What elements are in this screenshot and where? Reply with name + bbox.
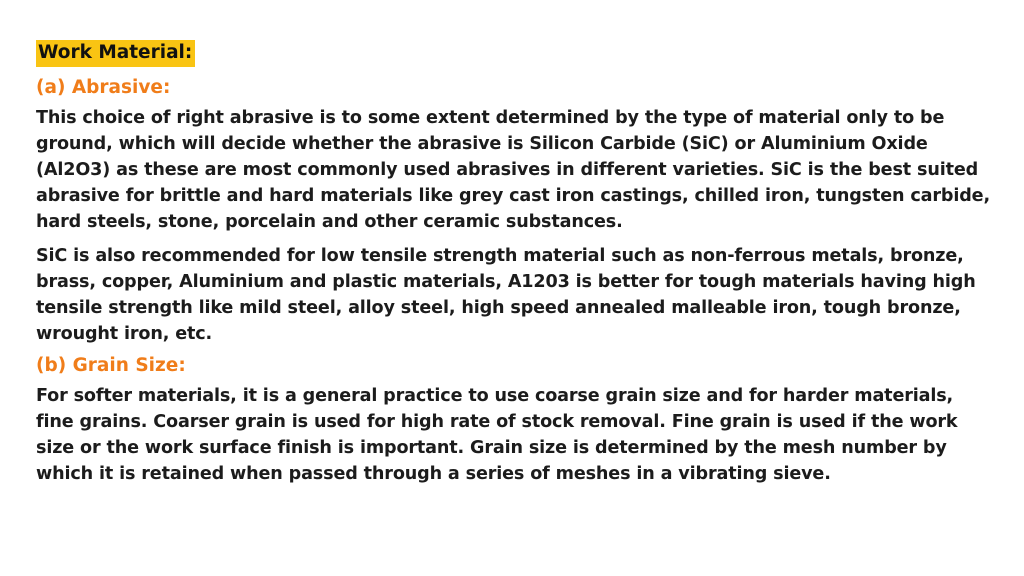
slide-content [36, 40, 996, 495]
title-highlight [36, 40, 195, 67]
paragraph-abrasive-1: This choice of right abrasive is to some extent determined by the type of material only to be ground, which will decide whether the abrasive is Silicon Carbide (SiC) or Aluminium Oxide (Al2O3) as these are most commonly used abrasives in different varieties. SiC is the best suited abrasive for brittle and hard materials like grey cast iron castings, chilled iron, tungsten carbide, hard steels, stone, porcelain and other ceramic substances. [36, 108, 990, 232]
paragraph-abrasive-2: SiC is also recommended for low tensile strength material such as non-ferrous metals, bronze, brass, copper, Aluminium and plastic materials, A1203 is better for tough materials having high tensile strength like mild steel, alloy steel, high speed annealed malleable iron, tough bronze, wrought iron, etc. [36, 246, 976, 344]
page-title: Work Material: [38, 42, 193, 63]
section-heading-grain-size: (b) Grain Size: [36, 355, 186, 376]
paragraph-grain-size: For softer materials, it is a general practice to use coarse grain size and for harder materials, fine grains. Coarser grain is used for high rate of stock removal. Fine grain is used if the work size or the work surface finish is important. Grain size is determined by the mesh number by which it is retained when passed through a series of meshes in a vibrating sieve. [36, 386, 958, 484]
section-heading-abrasive: (a) Abrasive: [36, 77, 171, 98]
